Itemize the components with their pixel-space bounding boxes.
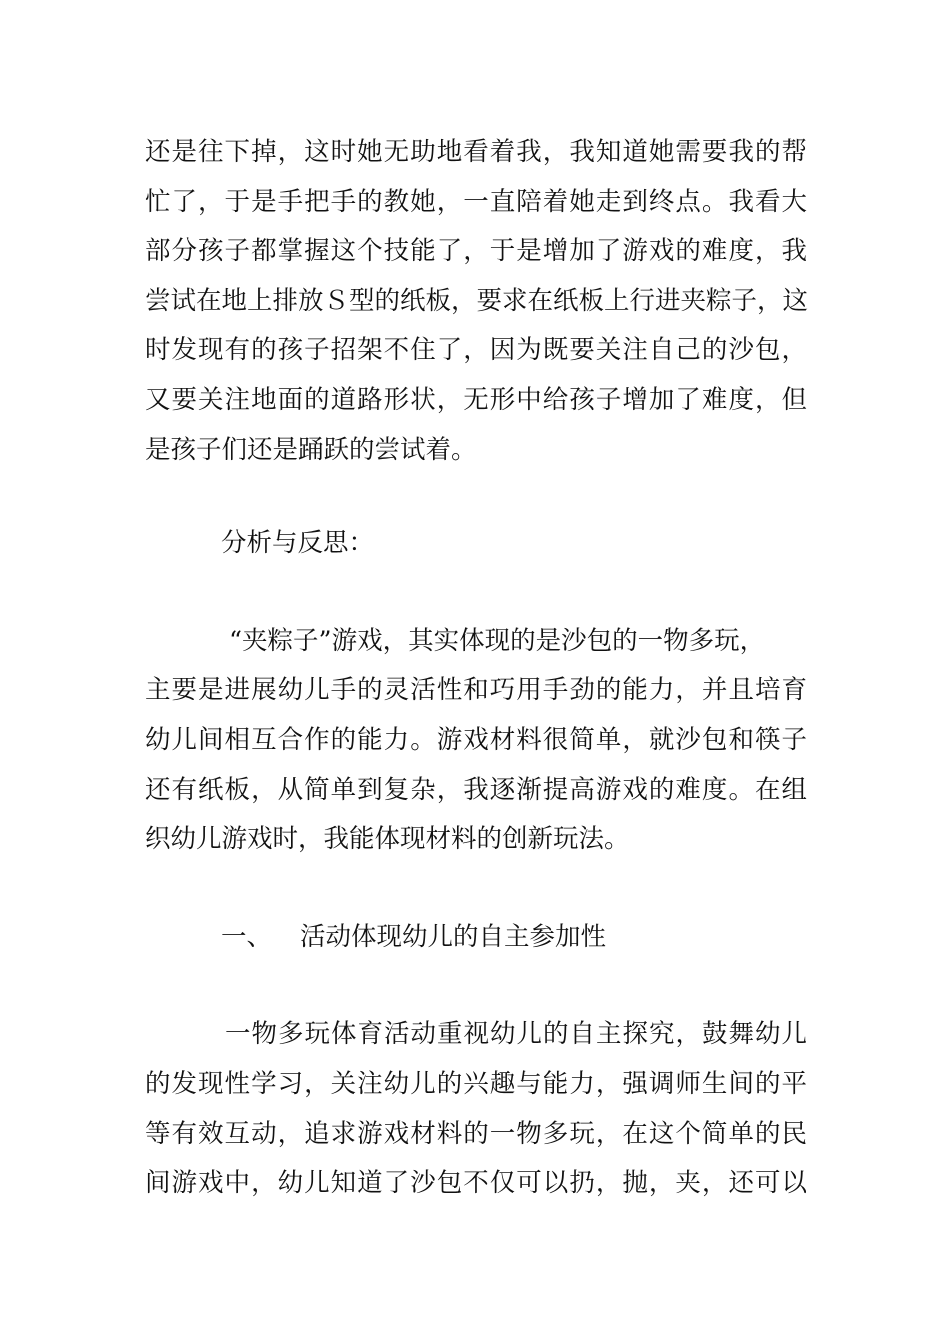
paragraph-3	[145, 1010, 807, 1208]
spacer	[145, 865, 807, 913]
section-heading-1	[145, 913, 807, 963]
paragraph-2-line: 还有纸板，从简单到复杂，我逐渐提高游戏的难度。在组	[145, 774, 807, 805]
paragraph-2-line: “夹粽子”游戏，其实体现的是沙包的一物多玩，	[229, 625, 766, 656]
paragraph-1-line: 部分孩子都掌握这个技能了，于是增加了游戏的难度，我	[145, 236, 807, 267]
paragraph-2-line: 幼儿间相互合作的能力。游戏材料很简单，就沙包和筷子	[145, 724, 807, 755]
paragraph-1-line: 又要关注地面的道路形状，无形中给孩子增加了难度，但	[145, 384, 807, 415]
page-content	[145, 128, 807, 1209]
paragraph-1-line: 时发现有的孩子招架不住了，因为既要关注自己的沙包，	[145, 335, 807, 366]
paragraph-1-line: 是孩子们还是踊跃的尝试着。	[145, 434, 477, 465]
paragraph-1	[145, 128, 807, 475]
paragraph-2-line: 主要是进展幼儿手的灵活性和巧用手劲的能力，并且培育	[145, 675, 807, 706]
paragraph-3-line: 等有效互动，追求游戏材料的一物多玩，在这个简单的民	[145, 1118, 807, 1149]
paragraph-2	[145, 617, 807, 865]
paragraph-3-line: 一物多玩体育活动重视幼儿的自主探究，鼓舞幼儿	[225, 1019, 807, 1050]
paragraph-1-line: 尝试在地上排放Ｓ型的纸板，要求在纸板上行进夹粽子，这	[145, 285, 809, 316]
spacer	[145, 962, 807, 1010]
paragraph-2-line: 织幼儿游戏时，我能体现材料的创新玩法。	[145, 824, 630, 855]
section-heading-number: 一、	[221, 921, 273, 952]
spacer	[145, 475, 807, 519]
paragraph-1-line: 忙了，于是手把手的教她，一直陪着她走到终点。我看大	[145, 186, 807, 217]
section-heading-text: 活动体现幼儿的自主参加性	[300, 921, 607, 952]
spacer	[145, 569, 807, 617]
paragraph-3-line: 间游戏中，幼儿知道了沙包不仅可以扔，抛，夹，还可以	[145, 1168, 807, 1199]
paragraph-3-line: 的发现性学习，关注幼儿的兴趣与能力，强调师生间的平	[145, 1068, 807, 1099]
paragraph-1-line: 还是往下掉，这时她无助地看着我，我知道她需要我的帮	[145, 137, 807, 167]
section-heading-analysis: 分析与反思：	[221, 528, 375, 559]
